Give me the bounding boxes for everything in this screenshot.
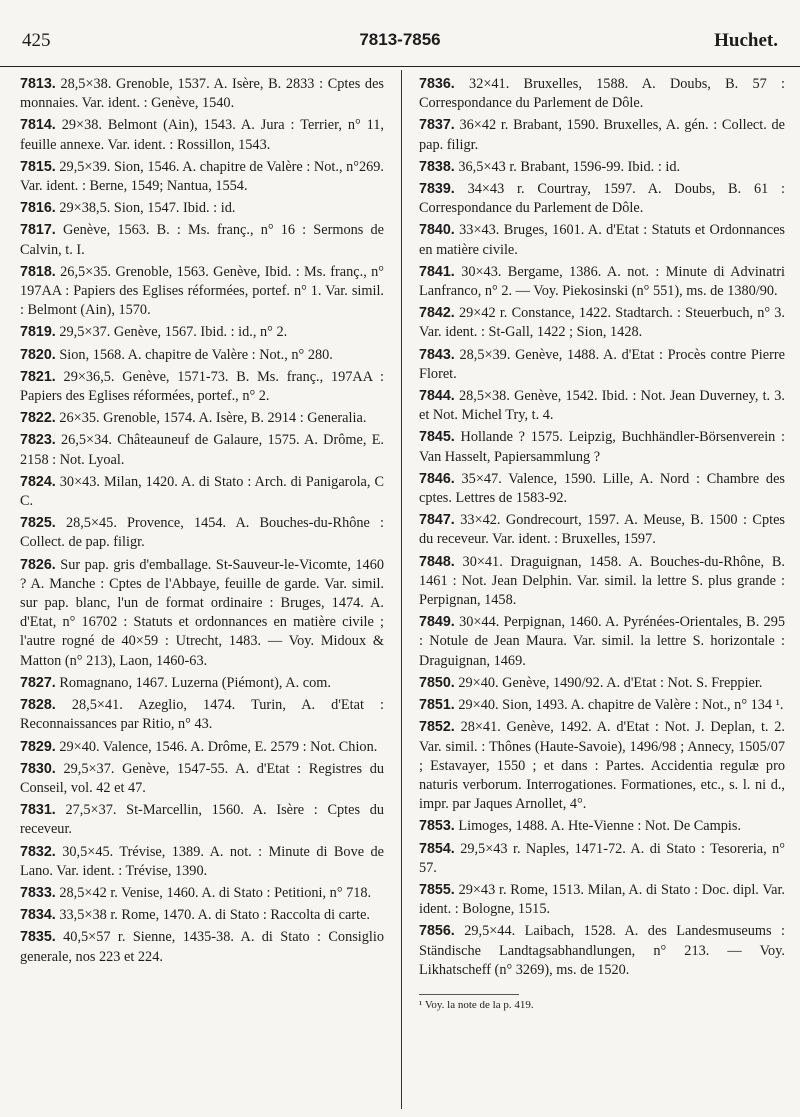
- entry-number: 7820.: [20, 346, 56, 363]
- entry-text: 40,5×57 r. Sienne, 1435-38. A. di Stato : Consiglio generale, nos 223 et 224.: [20, 929, 384, 965]
- entry-number: 7834.: [20, 907, 56, 924]
- entry-text: Sion, 1568. A. chapitre de Valère : Not., n° 280.: [59, 346, 333, 363]
- entry-text: 29×38,5. Sion, 1547. Ibid. : id.: [59, 200, 236, 217]
- catalog-entry: [419, 674, 785, 693]
- catalog-entry: [20, 75, 384, 113]
- catalog-entry: [419, 304, 785, 342]
- entry-number: 7822.: [20, 410, 56, 427]
- entry-text: 29,5×43 r. Naples, 1471-72. A. di Stato : Tesoreria, n° 57.: [419, 840, 785, 876]
- right-column: [419, 75, 785, 1012]
- entry-text: 28,5×38. Genève, 1542. Ibid. : Not. Jean Duverney, t. 3. et Not. Michel Try, t. 4.: [419, 388, 786, 424]
- catalog-entry: [419, 817, 785, 836]
- entry-text: 26×35. Grenoble, 1574. A. Isère, B. 2914 : Generalia.: [59, 410, 367, 427]
- entry-number: 7818.: [20, 263, 56, 280]
- entry-number: 7840.: [419, 222, 455, 239]
- entry-text: 28,5×41. Azeglio, 1474. Turin, A. d'Etat : Reconnaissances par Ritio, n° 43.: [20, 697, 384, 733]
- entry-text: 28,5×45. Provence, 1454. A. Bouches-du-Rhône : Collect. de pap. filigr.: [20, 515, 385, 551]
- entry-text: 36×42 r. Brabant, 1590. Bruxelles, A. gén. : Collect. de pap. filigr.: [419, 117, 785, 153]
- catalog-entry: [20, 906, 384, 925]
- entry-number: 7835.: [20, 929, 56, 946]
- catalog-entry: [419, 263, 785, 301]
- catalog-entry: [20, 760, 384, 798]
- entry-number: 7845.: [419, 429, 455, 446]
- entry-number: 7847.: [419, 512, 455, 529]
- entry-number: 7849.: [419, 614, 455, 631]
- entry-text: Romagnano, 1467. Luzerna (Piémont), A. com.: [59, 674, 331, 691]
- entry-number: 7852.: [419, 719, 455, 736]
- footnote: ¹ Voy. la note de la p. 419.: [419, 998, 534, 1011]
- left-column: [20, 75, 384, 970]
- catalog-entry: [419, 696, 785, 715]
- catalog-entry: [20, 368, 384, 406]
- catalog-entry: [20, 674, 384, 693]
- entry-text: 29×40. Sion, 1493. A. chapitre de Valère : Not., n° 134 ¹.: [458, 697, 784, 714]
- entry-number: 7854.: [419, 840, 455, 857]
- entry-number: 7827.: [20, 674, 56, 691]
- catalog-entry: [20, 323, 384, 342]
- entry-number: 7841.: [419, 263, 455, 280]
- column-divider: [401, 70, 402, 1109]
- header-rule: [0, 66, 800, 67]
- catalog-entry: [20, 843, 384, 881]
- catalog-entry: [20, 696, 384, 734]
- entry-text: 26,5×35. Grenoble, 1563. Genève, Ibid. : Ms. franç., n° 197AA : Papiers des Eglises réformées, portef. n° 1. Var. simil. : Belmont (Ain), 1570.: [20, 263, 384, 319]
- entry-number: 7819.: [20, 324, 56, 341]
- catalog-entry: [419, 511, 785, 549]
- entry-text: 29,5×37. Genève, 1547-55. A. d'Etat : Registres du Conseil, vol. 42 et 47.: [20, 760, 384, 796]
- entry-number: 7824.: [20, 473, 56, 490]
- catalog-entry: [20, 199, 384, 218]
- entry-number: 7828.: [20, 697, 56, 714]
- running-author: Huchet.: [714, 30, 778, 51]
- catalog-entry: [20, 116, 384, 154]
- catalog-entry: [419, 470, 785, 508]
- entry-range: 7813-7856: [359, 30, 441, 49]
- catalog-entry: [20, 556, 384, 671]
- catalog-entry: [20, 738, 384, 757]
- entry-number: 7815.: [20, 158, 56, 175]
- catalog-entry: [419, 346, 785, 384]
- entry-number: 7816.: [20, 200, 56, 217]
- catalog-entry: [419, 158, 785, 177]
- entry-text: 28,5×38. Grenoble, 1537. A. Isère, B. 2833 : Cptes des monnaies. Var. ident. : Genève, 1540.: [20, 76, 384, 112]
- entry-text: 29,5×39. Sion, 1546. A. chapitre de Valère : Not., n°269. Var. ident. : Berne, 1549; Nantua, 1554.: [20, 158, 385, 195]
- entry-text: 36,5×43 r. Brabant, 1596-99. Ibid. : id.: [458, 158, 681, 175]
- entry-number: 7850.: [419, 674, 455, 691]
- entry-number: 7844.: [419, 388, 455, 405]
- entry-text: 29,5×37. Genève, 1567. Ibid. : id., n° 2.: [59, 324, 288, 341]
- entry-number: 7826.: [20, 556, 56, 573]
- entry-text: 33×43. Bruges, 1601. A. d'Etat : Statuts et Ordonnances en matière civile.: [419, 222, 785, 258]
- entry-text: 32×41. Bruxelles, 1588. A. Doubs, B. 57 : Correspondance du Parlement de Dôle.: [419, 76, 786, 112]
- entry-number: 7851.: [419, 697, 455, 714]
- entry-text: 28,5×39. Genève, 1488. A. d'Etat : Procès contre Pierre Floret.: [419, 346, 785, 382]
- entry-text: Hollande ? 1575. Leipzig, Buchhändler-Börsenverein : Van Hasselt, Papiersammlung ?: [419, 429, 786, 465]
- catalog-entry: [20, 346, 384, 365]
- entry-text: 30×41. Draguignan, 1458. A. Bouches-du-Rhône, B. 1461 : Not. Jean Delphin. Var. simil. la lettre S. plus grande : Perpignan, 1458.: [419, 553, 785, 609]
- entry-text: 29×36,5. Genève, 1571-73. B. Ms. franç., 197AA : Papiers des Eglises réformées, portef., n° 2.: [20, 368, 384, 405]
- catalog-entry: [419, 180, 785, 218]
- page-header: [22, 30, 778, 54]
- entry-number: 7833.: [20, 884, 56, 901]
- entry-text: 30×43. Bergame, 1386. A. not. : Minute di Advinatri Lanfranco, n° 2. — Voy. Piekosinski (n° 551), ms. de 1380/90.: [419, 263, 786, 300]
- entry-number: 7823.: [20, 432, 56, 449]
- entry-number: 7843.: [419, 346, 455, 363]
- catalog-entry: [20, 221, 384, 259]
- catalog-entry: [419, 840, 785, 878]
- entry-number: 7842.: [419, 305, 455, 322]
- entry-number: 7855.: [419, 881, 455, 898]
- entry-text: 34×43 r. Courtray, 1597. A. Doubs, B. 61 : Correspondance du Parlement de Dôle.: [419, 181, 785, 217]
- catalog-entry: [20, 928, 384, 966]
- entry-text: Sur pap. gris d'emballage. St-Sauveur-le-Vicomte, 1460 ? A. Manche : Cptes de l'Abbaye, feuille de garde. Var. simil. sur pap. blanc, l'un de format ordinaire : Bruges, 1474. A. d'Etat, n° 16702 : Statuts et ordonnances en matière civile ; l'autre rogné de 40×59 : Utrecht, 1483. — Voy. Midoux & Matton (n° 213), Laon, 1460-63.: [20, 556, 385, 669]
- catalog-entry: [419, 221, 785, 259]
- entry-text: 28,5×42 r. Venise, 1460. A. di Stato : Petitioni, n° 718.: [59, 884, 372, 901]
- entry-text: 29×43 r. Rome, 1513. Milan, A. di Stato : Doc. dipl. Var. ident. : Bologne, 1515.: [419, 881, 786, 918]
- entry-number: 7813.: [20, 76, 56, 92]
- entry-text: Limoges, 1488. A. Hte-Vienne : Not. De Campis.: [458, 818, 742, 835]
- entry-text: 29,5×44. Laibach, 1528. A. des Landesmuseums : Ständische Landtagsabhandlungen, n° 213. — Voy. Likhatscheff (n° 3269), ms. de 1520.: [419, 923, 785, 978]
- catalog-entry: [20, 801, 384, 839]
- catalog-entry: [419, 428, 785, 466]
- footnote-block: [419, 994, 534, 1012]
- entry-text: 27,5×37. St-Marcellin, 1560. A. Isère : Cptes du receveur.: [20, 802, 385, 838]
- entry-number: 7848.: [419, 553, 455, 570]
- entry-number: 7832.: [20, 843, 56, 860]
- page-number: 425: [22, 30, 51, 51]
- entry-text: 29×42 r. Constance, 1422. Stadtarch. : Steuerbuch, n° 3. Var. ident. : St-Gall, 1422 ; Sion, 1428.: [419, 305, 786, 341]
- entry-text: 33×42. Gondrecourt, 1597. A. Meuse, B. 1500 : Cptes du receveur. Var. ident. : Bruxelles, 1597.: [419, 512, 785, 548]
- entry-text: 30×44. Perpignan, 1460. A. Pyrénées-Orientales, B. 295 : Notule de Jean Maura. Var. simil. la lettre S. horizontale : Draguignan, 1469.: [419, 614, 786, 669]
- entry-text: 26,5×34. Châteauneuf de Galaure, 1575. A. Drôme, E. 2158 : Not. Lyoal.: [20, 432, 384, 468]
- catalog-entry: [20, 409, 384, 428]
- catalog-entry: [419, 387, 785, 425]
- entry-number: 7836.: [419, 76, 455, 92]
- entry-text: 28×41. Genève, 1492. A. d'Etat : Not. J. Deplan, t. 2. Var. simil. : Thônes (Haute-Savoie), 1496/98 ; Annecy, 1505/07 ; Estavayer, 1550 ; et dans : Partes. Accidentia regulæ pro naturis verborum. Interrogationes. Formationes, etc., s. l. ni d., impr. par Jaques Arnollet, 4°.: [419, 719, 785, 813]
- catalog-entry: [20, 263, 384, 321]
- entry-number: 7830.: [20, 760, 56, 777]
- entry-text: 30×43. Milan, 1420. A. di Stato : Arch. di Panigarola, C C.: [20, 473, 384, 510]
- entry-number: 7856.: [419, 923, 455, 940]
- entry-number: 7831.: [20, 802, 56, 819]
- entry-text: 30,5×45. Trévise, 1389. A. not. : Minute di Bove de Lano. Var. ident. : Trévise, 1390.: [20, 843, 385, 879]
- catalog-entry: [419, 718, 785, 814]
- catalog-entry: [419, 881, 785, 919]
- entry-number: 7814.: [20, 117, 56, 134]
- entry-text: 29×40. Valence, 1546. A. Drôme, E. 2579 : Not. Chion.: [59, 738, 378, 755]
- entry-number: 7839.: [419, 181, 455, 198]
- catalog-entry: [419, 116, 785, 154]
- catalog-entry: [20, 473, 384, 511]
- entry-text: Genève, 1563. B. : Ms. franç., n° 16 : Sermons de Calvin, t. I.: [20, 222, 384, 258]
- entry-number: 7821.: [20, 368, 56, 385]
- entry-text: 35×47. Valence, 1590. Lille, A. Nord : Chambre des cptes. Lettres de 1583-92.: [419, 470, 785, 507]
- entry-number: 7837.: [419, 117, 455, 134]
- catalog-entry: [20, 884, 384, 903]
- catalog-entry: [20, 431, 384, 469]
- catalog-entry: [20, 158, 384, 196]
- catalog-entry: [20, 514, 384, 552]
- catalog-entry: [419, 75, 785, 113]
- entry-text: 33,5×38 r. Rome, 1470. A. di Stato : Raccolta di carte.: [59, 907, 370, 924]
- catalog-entry: [419, 613, 785, 671]
- entry-number: 7829.: [20, 738, 56, 755]
- catalog-entry: [419, 553, 785, 611]
- entry-number: 7838.: [419, 158, 455, 175]
- entry-number: 7825.: [20, 515, 56, 532]
- entry-text: 29×40. Genève, 1490/92. A. d'Etat : Not. S. Freppier.: [458, 674, 763, 691]
- entry-number: 7853.: [419, 818, 455, 835]
- entry-number: 7817.: [20, 222, 56, 239]
- entry-text: 29×38. Belmont (Ain), 1543. A. Jura : Terrier, n° 11, feuille annexe. Var. ident. : Rossillon, 1543.: [20, 117, 384, 153]
- catalog-entry: [419, 922, 785, 980]
- entry-number: 7846.: [419, 470, 455, 487]
